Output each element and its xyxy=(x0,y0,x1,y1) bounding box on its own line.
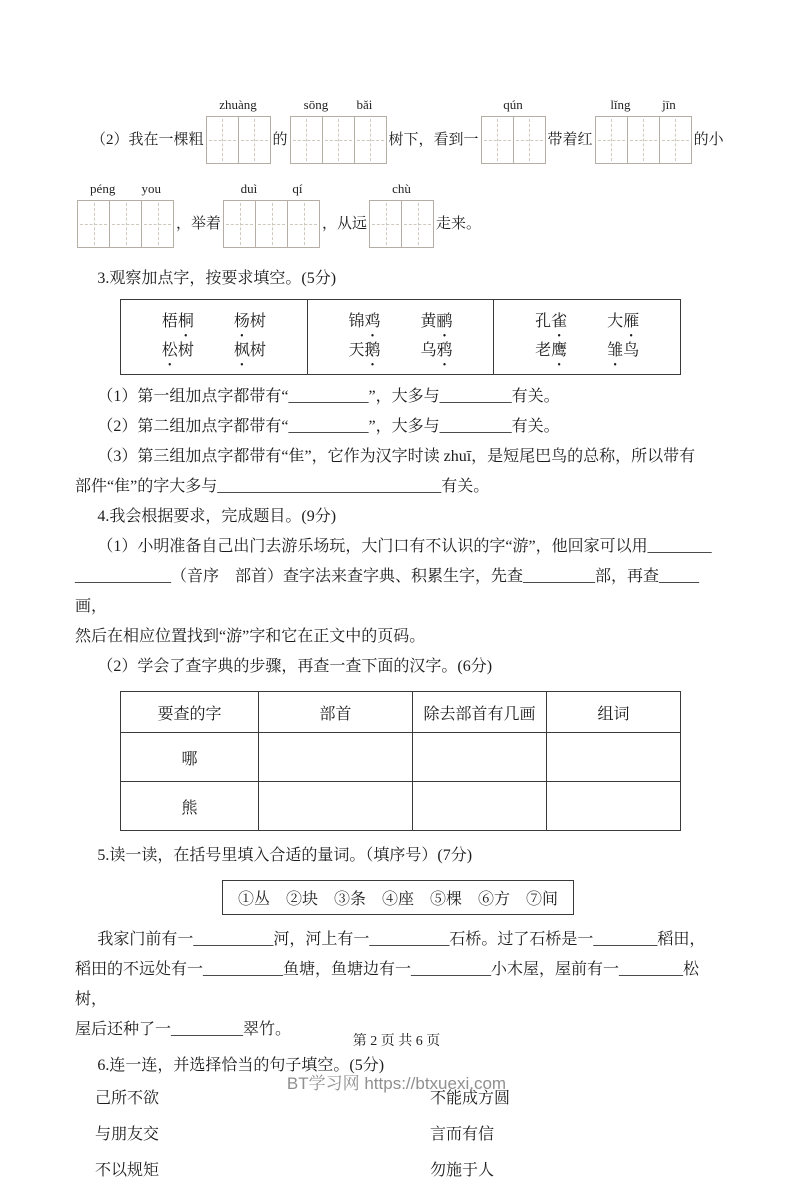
question3-item3-line1: （3）第三组加点字都带有“隹”，它作为汉字时读 zhuī，是短尾巴鸟的总称，所以带有 xyxy=(97,448,696,465)
vocab-word: 天鹅 xyxy=(348,336,380,365)
grid-cells xyxy=(206,116,271,164)
word-row xyxy=(494,336,680,365)
vocab-word: 老鹰 xyxy=(535,336,567,365)
question2-sentence-line1 xyxy=(75,96,724,164)
dotted-character: 鸦 xyxy=(436,342,453,359)
tianzige-cell xyxy=(77,200,110,248)
dotted-character: 杨 xyxy=(233,313,250,330)
dictionary-lookup-table xyxy=(120,691,681,831)
match-left-phrase: 与朋友交 xyxy=(95,1126,160,1143)
pinyin-writing-grid xyxy=(369,180,434,248)
question4-part1-line1: （1）小明准备自己出门去游乐场玩，大门口有不认识的字“游”，他回家可以用________ xyxy=(97,538,712,555)
page-number: 第 2 页 共 6 页 xyxy=(352,1034,441,1049)
pinyin-label xyxy=(223,180,320,200)
cell-character: 熊 xyxy=(121,782,259,831)
dotted-character: 枫 xyxy=(233,342,250,359)
tianzige-cell xyxy=(481,116,514,164)
grid-cells xyxy=(290,116,387,164)
pinyin-syllable: péng xyxy=(90,181,116,196)
sentence-fragment: 的 xyxy=(272,132,288,148)
pinyin-syllable: duì xyxy=(240,181,258,196)
vocab-word: 孔雀 xyxy=(535,307,567,336)
question4-title: 4.我会根据要求，完成题目。(9分) xyxy=(97,508,337,525)
question6-title: 6.连一连，并选择恰当的句子填空。(5分) xyxy=(97,1057,385,1074)
question5-line3: 屋后还种了一_________翠竹。 xyxy=(75,1021,292,1038)
question5-title: 5.读一读，在括号里填入合适的量词。（填序号）(7分) xyxy=(97,847,473,864)
sentence-fragment: 树下，看到一 xyxy=(388,132,479,148)
tianzige-cell xyxy=(109,200,142,248)
question4-part1-line3: 然后在相应位置找到“游”字和它在正文中的页码。 xyxy=(75,628,426,645)
vocab-word: 松树 xyxy=(162,336,194,365)
match-right-phrase: 勿施于人 xyxy=(430,1162,495,1179)
matching-row xyxy=(75,1153,721,1189)
vocab-word: 雏鸟 xyxy=(607,336,639,365)
pinyin-writing-grid xyxy=(481,96,546,164)
match-left-phrase: 己所不欲 xyxy=(95,1090,160,1107)
sentence-fragment: 走来。 xyxy=(436,216,482,232)
dotted-character: 鸡 xyxy=(364,313,381,330)
question4-part1-line2: ____________（音序 部首）查字法来查字典、积累生字，先查_________部，再查_____画， xyxy=(75,568,700,615)
table-header-row xyxy=(121,692,681,733)
vocab-word: 杨树 xyxy=(234,307,266,336)
grid-cells xyxy=(77,200,174,248)
dotted-character: 鹰 xyxy=(551,342,568,359)
watermark-text: BT学习网 https://btxuexi.com xyxy=(286,1074,507,1093)
word-row xyxy=(121,336,307,365)
tianzige-cell xyxy=(627,116,660,164)
pinyin-label xyxy=(595,96,692,116)
cell-strokes-blank xyxy=(413,782,547,831)
pinyin-syllable: qí xyxy=(292,181,303,196)
vocab-word: 黄鹂 xyxy=(421,307,453,336)
dotted-character: 雁 xyxy=(623,313,640,330)
cell-word-blank xyxy=(547,733,681,782)
question3-item3-line2: 部件“隹”的字大多与____________________________有关。 xyxy=(75,478,490,495)
tianzige-cell xyxy=(287,200,320,248)
pinyin-syllable: lǐng xyxy=(610,97,631,112)
match-left-phrase: 不以规矩 xyxy=(95,1162,160,1179)
tianzige-cell xyxy=(223,200,256,248)
pinyin-syllable: qún xyxy=(503,97,523,112)
vocab-word: 锦鸡 xyxy=(348,307,380,336)
tianzige-cell xyxy=(354,116,387,164)
character-group xyxy=(121,300,307,374)
sentence-fragment: ，从远 xyxy=(322,216,368,232)
sentence-fragment: 带着红 xyxy=(547,132,593,148)
character-group xyxy=(493,300,680,374)
grid-cells xyxy=(595,116,692,164)
column-header-word: 组词 xyxy=(547,692,681,733)
cell-radical-blank xyxy=(259,733,413,782)
dotted-character: 松 xyxy=(161,342,178,359)
match-right-phrase: 不能成方圆 xyxy=(430,1090,511,1107)
tianzige-cell xyxy=(238,116,271,164)
tianzige-cell xyxy=(369,200,402,248)
pinyin-syllable: you xyxy=(141,181,161,196)
grid-cells xyxy=(481,116,546,164)
pinyin-syllable: chù xyxy=(392,181,411,196)
pinyin-label xyxy=(369,180,434,200)
vocab-word: 枫树 xyxy=(234,336,266,365)
dotted-character: 鹅 xyxy=(364,342,381,359)
pinyin-label xyxy=(77,180,174,200)
cell-character: 哪 xyxy=(121,733,259,782)
pinyin-writing-grid xyxy=(223,180,320,248)
column-header-character: 要查的字 xyxy=(121,692,259,733)
pinyin-writing-grid xyxy=(290,96,387,164)
pinyin-writing-grid xyxy=(206,96,271,164)
pinyin-writing-grid xyxy=(595,96,692,164)
dotted-character: 雀 xyxy=(551,313,568,330)
vocab-word: 梧桐 xyxy=(162,307,194,336)
tianzige-cell xyxy=(322,116,355,164)
match-right-phrase: 言而有信 xyxy=(430,1126,495,1143)
sentence-fragment: ，举着 xyxy=(176,216,222,232)
matching-row xyxy=(75,1117,721,1153)
cell-strokes-blank xyxy=(413,733,547,782)
tianzige-cell xyxy=(255,200,288,248)
column-header-strokes: 除去部首有几画 xyxy=(413,692,547,733)
dotted-character: 桐 xyxy=(177,313,194,330)
vocab-word: 乌鸦 xyxy=(421,336,453,365)
grid-cells xyxy=(223,200,320,248)
pinyin-label xyxy=(206,96,271,116)
table-row xyxy=(121,782,681,831)
question3-item1: （1）第一组加点字都带有“__________”，大多与_________有关。 xyxy=(97,388,560,405)
pinyin-syllable: bǎi xyxy=(356,97,373,112)
pinyin-syllable: zhuàng xyxy=(219,97,257,112)
character-group xyxy=(307,300,494,374)
sentence-fragment: （2）我在一棵粗 xyxy=(91,132,204,148)
grid-cells xyxy=(369,200,434,248)
pinyin-syllable: jīn xyxy=(662,97,676,112)
cell-word-blank xyxy=(547,782,681,831)
dotted-character: 雏 xyxy=(607,342,624,359)
tianzige-cell xyxy=(206,116,239,164)
pinyin-label xyxy=(481,96,546,116)
question2-sentence-line2 xyxy=(75,180,721,248)
question3-title: 3.观察加点字，按要求填空。(5分) xyxy=(97,270,337,287)
word-row xyxy=(308,307,494,336)
dotted-character: 鹂 xyxy=(436,313,453,330)
tianzige-cell xyxy=(659,116,692,164)
question5-line2: 稻田的不远处有一__________鱼塘，鱼塘边有一__________小木屋，屋前有一________松树， xyxy=(75,961,700,1008)
pinyin-writing-grid xyxy=(77,180,174,248)
pinyin-syllable: sōng xyxy=(303,97,329,112)
word-row xyxy=(121,307,307,336)
column-header-radical: 部首 xyxy=(259,692,413,733)
tianzige-cell xyxy=(141,200,174,248)
pinyin-label xyxy=(290,96,387,116)
word-row xyxy=(494,307,680,336)
tianzige-cell xyxy=(595,116,628,164)
sentence-fragment: 的小 xyxy=(693,132,724,148)
cell-radical-blank xyxy=(259,782,413,831)
question5-line1: 我家门前有一__________河，河上有一__________石桥。过了石桥是一________稻田， xyxy=(97,931,706,948)
tianzige-cell xyxy=(401,200,434,248)
tianzige-cell xyxy=(513,116,546,164)
question3-word-groups-table xyxy=(120,299,681,375)
tianzige-cell xyxy=(290,116,323,164)
vocab-word: 大雁 xyxy=(607,307,639,336)
word-row xyxy=(308,336,494,365)
measure-word-options-box: ①丛 ②块 ③条 ④座 ⑤棵 ⑥方 ⑦间 xyxy=(222,880,574,915)
table-row xyxy=(121,733,681,782)
question3-item2: （2）第二组加点字都带有“__________”，大多与_________有关。 xyxy=(97,418,560,435)
question4-part2-title: （2）学会了查字典的步骤，再查一查下面的汉字。(6分) xyxy=(97,658,493,675)
